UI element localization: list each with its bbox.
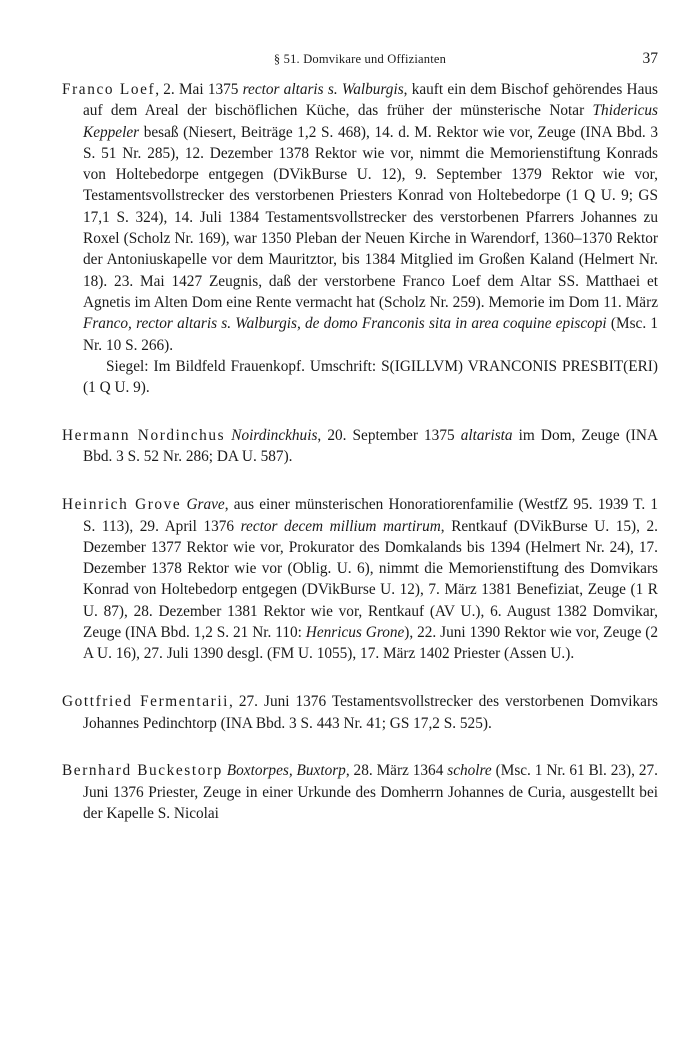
text-segment: , kauft ein dem Bischof gehörendes Haus auf dem Areal der bischöflichen Küche, das früher der münsterische Notar	[83, 81, 658, 120]
italic-segment: Franco, rector altaris s. Walburgis, de domo Franconis sita in area coquine episcopi	[83, 315, 607, 333]
text-segment: , aus einer münsterischen Honoratiorenfamilie (WestfZ 95. 1939 T. 1 S. 113), 29. April 1376	[83, 496, 659, 535]
italic-segment: Noirdinckhuis	[231, 427, 318, 445]
italic-segment: Henricus Grone	[305, 624, 405, 642]
text-segment: , 2. Mai 1375	[155, 81, 243, 98]
page-number: 37	[642, 50, 658, 67]
text-segment: , 20. September 1375	[317, 427, 461, 445]
entry-siegel: Siegel: Im Bildfeld Frauenkopf. Umschrift: S(IGILLVM) VRANCONIS PRESBIT(ERI) (1 Q U. 9).	[83, 357, 658, 397]
entry-text	[62, 691, 659, 734]
entry-franco-loef	[62, 79, 658, 398]
entry-name: Heinrich Grove	[62, 496, 182, 514]
italic-segment: scholre	[447, 762, 492, 780]
entry-hermann-nordinchus	[62, 425, 658, 468]
entry-name: Gottfried Fermentarii	[62, 693, 230, 711]
entry-bernhard-buckestorp	[62, 760, 658, 824]
entry-name: Franco Loef	[62, 81, 156, 98]
italic-segment: rector altaris s. Walburgis	[242, 81, 404, 98]
entry-heinrich-grove	[62, 494, 658, 664]
text-segment: , 28. März 1364	[345, 762, 448, 780]
italic-segment: rector decem millium martirum	[240, 517, 441, 535]
text-segment: ), 22. Juni 1390 Rektor wie vor, Zeuge (2 A U. 16), 27. Juli 1390 desgl. (FM U. 1055), 17. März 1402 Priester (Assen U.).	[83, 624, 659, 663]
italic-segment: Boxtorpes, Buxtorp	[226, 762, 346, 780]
document-body	[62, 79, 658, 824]
text-segment: (Msc. 1 Nr. 61 Bl. 23), 27. Juni 1376 Priester, Zeuge in einer Urkunde des Domherrn Johannes de Curia, ausgestellt bei der Kapelle S. Nicolai	[83, 762, 658, 822]
entry-text	[62, 425, 658, 468]
running-header	[62, 50, 658, 70]
italic-segment: Thidericus Keppeler	[83, 102, 658, 141]
text-segment: im Dom, Zeuge (INA Bbd. 3 S. 52 Nr. 286; DA U. 587).	[83, 427, 658, 466]
text-segment: , Rentkauf (DVikBurse U. 15), 2. Dezember 1377 Rektor wie vor, Prokurator des Domkalands bis 1394 (Helmert Nr. 24), 17. Dezember 1378 Rektor wie vor (Oblig. U. 6), nimmt die Memorienstiftung des Domvikars Konrad von Holtebedorp entgegen (DVikBurse U. 12), 7. März 1381 Benefiziat, Zeuge (1 R U. 87), 28. Dezember 1381 Rektor wie vor, Rentkauf (AV U.), 6. August 1382 Domvikar, Zeuge (INA Bbd. 1,2 S. 21 Nr. 110:	[83, 517, 658, 642]
text-segment: besaß (Niesert, Beiträge 1,2 S. 468), 14. d. M. Rektor wie vor, Zeuge (INA Bbd. 3 S. 51 Nr. 285), 12. Dezember 1378 Rektor wie vor, nimmt die Memorienstiftung Konrads von Holtebedorpe entgegen (DVikBurse U. 12), 9. September 1379 Rektor wie vor, Testamentsvollstrecker des verstorbenen Priesters Konrad von Holtebedorpe (1 Q U. 9; GS 17,1 S. 324), 14. Juli 1384 Testamentsvollstrecker des verstorbenen Pfarrers Johannes zu Roxel (Scholz Nr. 169), war 1350 Pleban der Neuen Kirche in Warendorf, 1360–1370 Rektor der Antoniuskapelle vor dem Mauritztor, bis 1384 Mitglied im Großen Kaland (Helmert Nr. 18). 23. Mai 1427 Zeugnis, daß der verstorbene Franco Loef dem Altar SS. Matthaei et Agnetis im Alten Dom eine Rente vermacht hat (Scholz Nr. 259). Memorie im Dom 11. März	[83, 123, 658, 311]
italic-segment: Grave	[186, 496, 225, 514]
entry-name: Hermann Nordinchus	[62, 427, 226, 445]
entry-gottfried-fermentarii	[62, 691, 658, 734]
italic-segment: altarista	[460, 427, 513, 445]
text-segment: , 27. Juni 1376 Testamentsvollstrecker des verstorbenen Domvikars Johannes Pedinchtorp (INA Bbd. 3 S. 443 Nr. 41; GS 17,2 S. 525).	[83, 693, 659, 732]
entry-text	[62, 494, 659, 664]
section-title: § 51. Domvikare und Offizianten	[273, 52, 447, 66]
entry-name: Bernhard Buckestorp	[62, 762, 223, 780]
entry-text	[62, 79, 658, 356]
text-segment: (Msc. 1 Nr. 10 S. 266).	[83, 315, 658, 354]
entry-text	[62, 760, 658, 824]
